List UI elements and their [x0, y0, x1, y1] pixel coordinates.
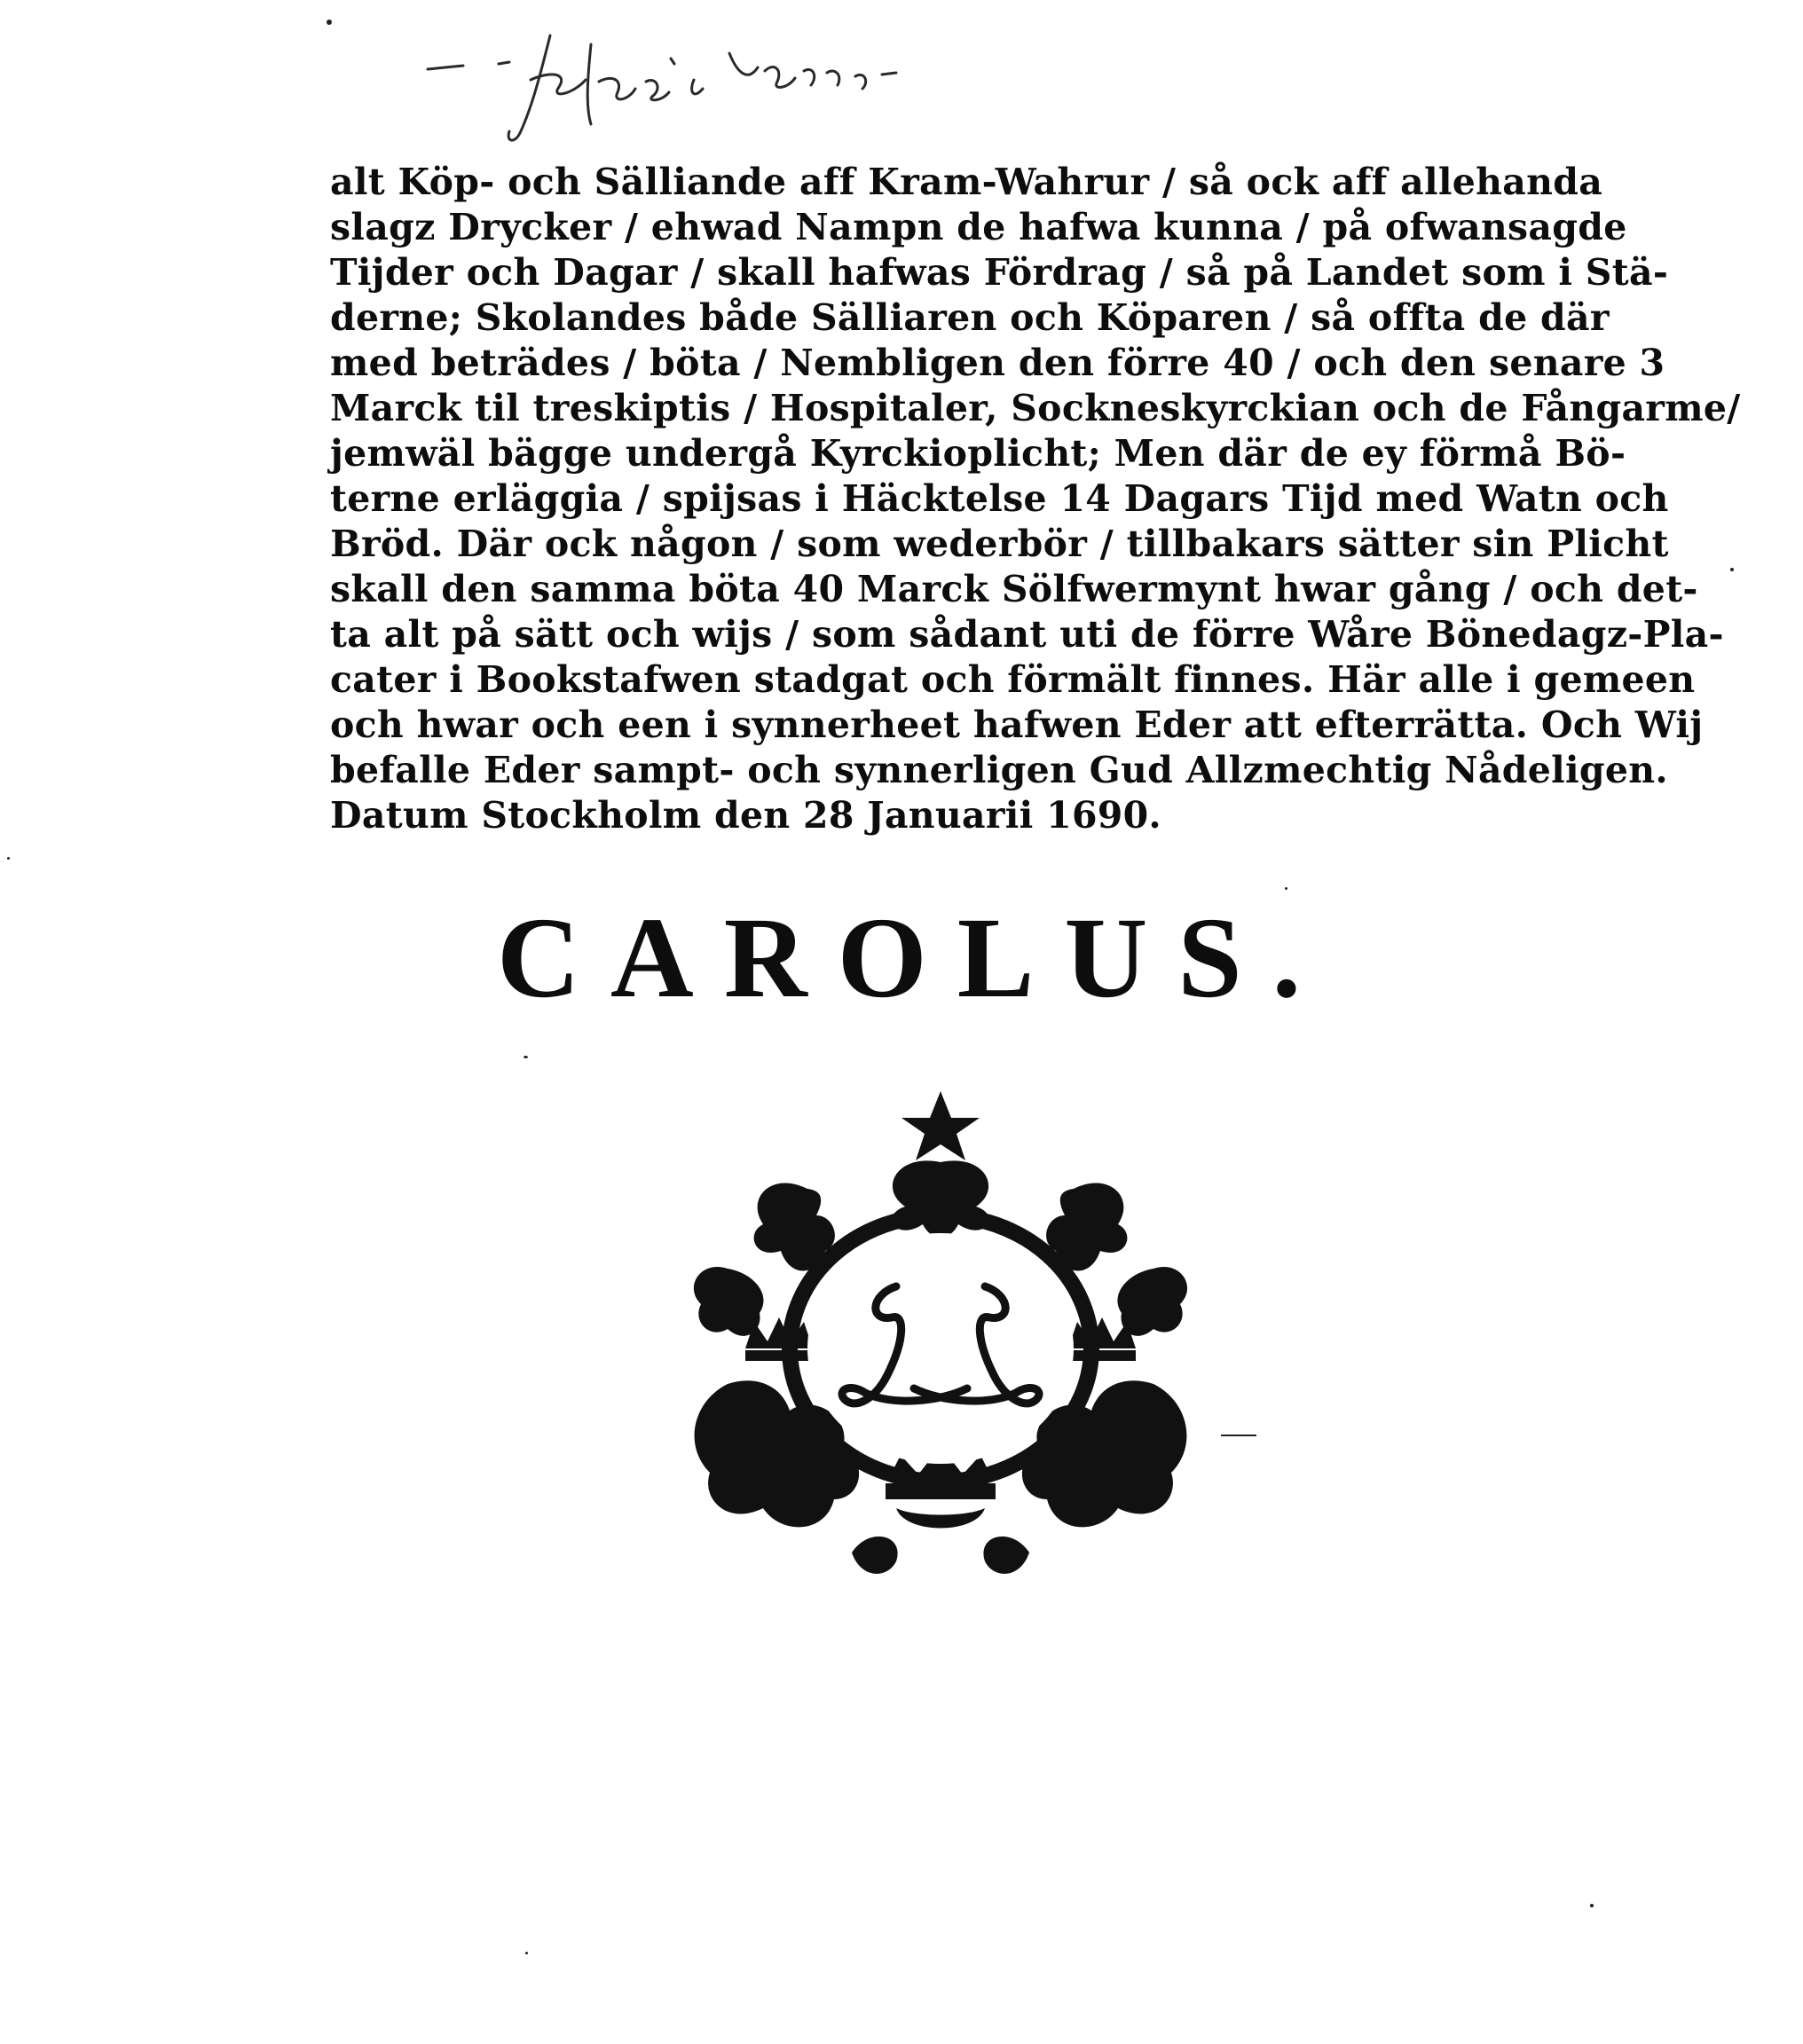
text-line-3: Tijder och Dagar / skall hafwas Fördrag / så på Landet som i Stä- — [330, 251, 1669, 294]
text-line-2: slagz Drycker / ehwad Nampn de hafwa kunna / på ofwansagde — [330, 206, 1627, 248]
handwritten-annotation — [417, 18, 1056, 151]
text-line-12: cater i Bookstafwen stadgat och förmält finnes. Här alle i gemeen — [330, 658, 1696, 701]
text-line-1: alt Köp- och Sälliande aff Kram-Wahrur / så ock aff allehanda — [330, 161, 1603, 203]
text-line-11: ta alt på sätt och wijs / som sådant uti de förre Wåre Bönedagz-Pla- — [330, 613, 1724, 656]
date-line: Datum Stockholm den 28 Januarii 1690. — [330, 794, 1162, 837]
scan-speck — [1730, 568, 1734, 571]
royal-signature: CAROLUS. — [497, 894, 1332, 1022]
text-line-14: befalle Eder sampt- och synnerligen Gud Allzmechtig Nådeligen. — [330, 749, 1668, 791]
proclamation-body — [330, 160, 1741, 838]
text-line-8: terne erläggia / spijsas i Häcktelse 14 Dagars Tijd med Watn och — [330, 477, 1669, 520]
text-line-9: Bröd. Där ock någon / som wederbör / tillbakars sätter sin Plicht — [330, 523, 1669, 565]
handwriting-signature-mark — [417, 18, 1056, 151]
text-line-5: med beträdes / böta / Nembligen den förre 40 / och den senare 3 — [330, 342, 1665, 384]
monogram-wreath-icon — [674, 1091, 1207, 1588]
scan-speck — [1221, 1435, 1256, 1436]
scan-speck — [7, 857, 10, 860]
star-icon — [902, 1091, 980, 1160]
scan-speck — [1590, 1904, 1594, 1907]
scan-speck — [524, 1056, 528, 1058]
text-line-7: jemwäl bägge undergå Kyrckioplicht; Men där de ey förmå Bö- — [330, 432, 1626, 475]
text-line-4: derne; Skolandes både Sälliaren och Köparen / så offta de där — [330, 296, 1610, 339]
text-line-6: Marck til treskiptis / Hospitaler, Sockneskyrckian och de Fångarme/ — [330, 387, 1741, 429]
scan-speck — [327, 20, 332, 25]
scan-speck — [525, 1952, 528, 1954]
text-line-10: skall den samma böta 40 Marck Sölfwermynt hwar gång / och det- — [330, 568, 1698, 610]
royal-emblem — [674, 1091, 1207, 1588]
scan-speck — [1285, 887, 1287, 890]
text-line-13: och hwar och een i synnerheet hafwen Eder att efterrätta. Och Wij — [330, 704, 1704, 746]
